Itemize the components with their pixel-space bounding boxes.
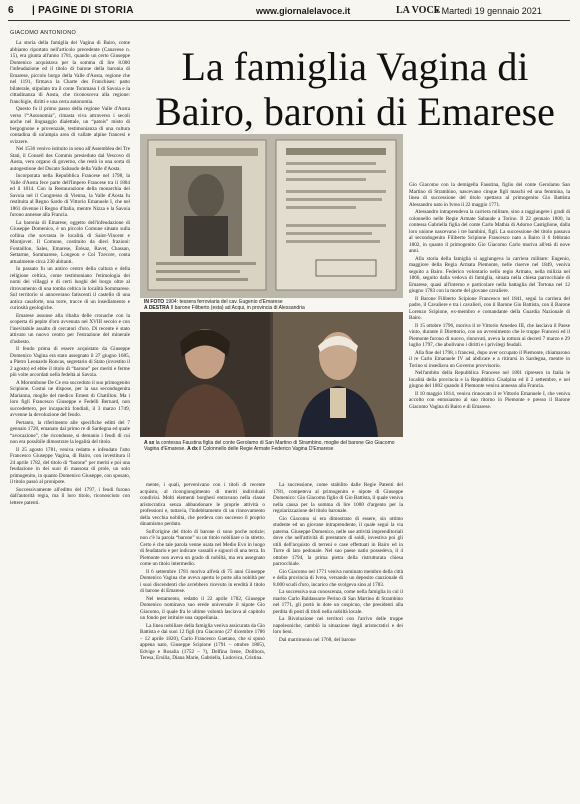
portraits-caption [144,440,403,452]
portraits-image [140,312,403,437]
paragraph: La successiva sua conoscenza, come nella famiglia in cui il marito Carlo Baldassarre Perino di San Martino di Strambino nel 1771, gli portò in dote un cospicuo, che presidenti alla perdita di posti di titoli nella nobiltà locale. [273,589,403,615]
paragraph: Il feudo prima di essere acquistato da Giuseppe Domenico Vagina era stato assegnato il 27 giugno 1685, a Pietro Leonardo Roncas, segretario di Stato (investito il 2 agosto) ed ebbe il titolo di “barone” per meriti e ferme più volte accordati nella fedeltà ai Savoia. [10,346,130,378]
paragraph: Emarese assunse alla ribalta delle cronache con la scoperta di pepite d'oro avvenuta nel XVIII secolo e con l'inevitabile assalto di cercatori d'oro. Di recente è stato attivato un nuovo centro per l'estrazione del minerale d'asbesto. [10,312,130,345]
paragraph: Alessandro intraprendeva la carriera militare, sino a raggiungere i gradi di colonnello nelle Regie Armate Sabaude a Torino. Il 22 gennaio 1800, la contessa Gabriella figlia del conte Carlo Mathia di Adorno Castiglione, dalla loro unione nascevano i tre bambini, figli. La successione del titolo passava al secondogenito Filiberto Scipione Francesco nato a Bairo il 6 febbraio 1802, in quanto il primogenito Gio Giacomo Carlo moriva all'età di nove anni. [409,209,570,254]
caption-label: A sx [144,440,155,446]
railway-pass-image [140,134,403,298]
portraits-photo [140,312,403,437]
caption-text: Il barone Filiberto (esta) ad Acqui, in provincia di Alessandria [170,305,305,311]
paragraph: Questo fu il primo passo della regione Valle d'Aosta verso l'“Autonomia”, rimasta viva attraverso i secoli anche nel linguaggio dialettale, un “patois” misto di bergognone e provenzale, testimonianza di una cultura contadina di un'ampia area di vallate alpine francesi e svizzere. [10,106,130,145]
paragraph: Nell'ambito della Repubblica Francese nel 1801 ripresero in Italia le località della provincia e la Repubblica Cisalpina ed il 2 settembre, e nel giugno del 1802 quando il Piemonte veniva annesso alla Francia. [409,370,570,389]
website-link[interactable]: www.giornalelavoce.it [256,6,351,16]
paragraph: Gio Giacomo nel 1771 veniva nominato membro della città e della provincia di Ivrea, versando un deposito cauzionale di 8.000 scudi d'oro, incarico che svolgeva sino al 1783. [273,568,403,588]
caption-label: A dx [187,446,198,452]
paragraph: mente, i quali, pervenivano con i titoli di recente acquisto, al ricongiungimento di meriti individuali condivisi. Molti elementi borghesi entravano nella classe aristocratica senza abbandonare le proprie attività o professioni e, tuttavia, l'indebitamento di un rinnovamento della vecchia nobiltà, che perdeva con successo il proprio dinamismo perduto. [140,482,265,527]
paragraph: La linea nobiliare della famiglia veniva assicurata da Gio Battista e dai suoi 12 figli (tra Giacomo (27 dicembre 1786 – 12 aprile 1820), Carlo Francesco Gaetano, che si sposò appena nato, Giuseppe Scipione (1791 – ottobre 1805), Edvige e Rosalia (1752 – ?), Delfina Irene, Dolibora, Teresa, Ersilia, Diana Marie, Gabriella, Ludovica, Cristina. [140,622,265,661]
page-number: 6 [8,5,14,16]
article-title: La famiglia Vagina di Bairo, baroni di Emarese [155,44,555,134]
paragraph: Gio Giacomo si era dimostrato di essere, sin ottimo studente ed un giovane intraprendente, il quale seguì la via paterna. Giuseppe Domenico, nelle sue attività imprenditoriali dove che nell'attività di prestatore di soldi, investiva poi gli utili dell'acquisto di terreni e case effettuati in Bairo ed in Torre di lato pedonale. Nel suo paese natìo possedeva, il 4 ottobre 1794, la prima pietra della ristrutturata chiesa parrocchiale. [273,515,403,567]
paragraph: In passato fu un antico centro della cultura e della religione celtica, come testimoniano l'etimologia dei nomi dei villaggi e di certi luoghi del borgo oltre al ritrovamento di una tomba celtica in località Sommarese. Sul territorio si annoverano fatiscenti il castello di una antica casaforte, una torre, tracce di un insediamento e curiosità geologiche. [10,266,130,311]
paragraph: Il Barone Filiberto Scipione Francesco nel 1841, seguì la carriera del padre, il Cavaliere e tra i cavalieri, con il Barone Gio Battista, con il Barone Lorenzo Scipione, ex-membro e comandante della Guardia Nazionale di Bairo. [409,295,570,321]
paragraph: La storia della famiglia dei Vagina di Bairo, come abbiamo riportato nell'articolo precedente (Canavese n. 15), era giunta all'anno 1781, quando un certo Giuseppe Domenico acquistava per la somma di lire 8.000 l'infeudazione ed il titolo di barone della baronia di Emarese, piccolo borgo della Valle d'Aosta, regione che nel 1191, firmava la Charte des Franchises: patto bilaterale, stipulato tra il conte Tommaso I di Savoia e la cittadinanza di Aosta, che riconosceva alla regione: franchigie, diritti e una certa autonomia. [10,40,130,105]
caption-label: A DESTRA [144,305,170,311]
paragraph: Il 15 ottobre 1796, moriva il re Vittorio Amedeo III, che lasciava il Paese vinto, durante il Direttorio, con un avvenimento che le truppe Francesi ed il Piemonte furono di nuovo, rinnovati, aveva la rottura ai decreti 7 marzo e 29 luglio 1797, che abolivano i diritti e i privilegi feudali. [409,322,570,348]
paragraph: Dal matrimonio nel 1768, del barone [279,636,356,643]
section-rubric: | PAGINE DI STORIA [32,5,134,16]
railway-pass-photo [140,134,403,298]
newspaper-logo: LA VOCE [396,5,441,16]
article-column-1 [10,40,130,800]
article-author: GIACOMO ANTONIONO [10,30,77,36]
paragraph: Nel testamento, redatto il 22 aprile 1782, Giuseppe Domenico nominava suo erede universale il nipote Gio Giacomo, il quale fra le ultime volontà lasciava al capitolo un fondo per istituire una cappellania. [140,595,265,621]
paragraph: Pertanto, la riferimento alle specifiche editti del 7 gennaio 1720, emanato dal primo re di Sardegna ed quale “avocazione”, che ricondusse, si demanio i feudi di cui non era possibile dimostrare la legalità del titolo. [10,419,130,445]
paragraph: Il 25 agosto 1781, veniva redatto e infeudato l'atto Francesco Giuseppe Vagina, di Bairo, con investitura il 24 aprile 1782, del titolo di “barone” per meriti e poi una feudazione in dei suoi di massosa di prole, un solo primogenito, in quanto Domenico Giuseppe, con sposato, il titolo passò al pronipote. [10,446,130,485]
article-column-2 [140,482,265,800]
paragraph: Incorporata nella Repubblica Francese nel 1798, la Valle d'Aosta fece parte dell'Impero Francese tra il 1804 ed il 1814. Con la Restaurazione della monarchia dei Savoia nel il Congresso di Vienna, la Valle d'Aosta fu restituita al Regno Sardo di Vittorio Emanuele I, che nel 1861 divenne il Regno d'Italia, mentre Nizza e la Savoia furono annesse alla Francia. [10,173,130,218]
paragraph: Successivamente all'editto del 1797, i feudi furono dall'autorità regia, ma il loro titolo, riconosciuto con lettere patenti. [10,486,130,506]
photo-caption [144,299,403,311]
caption-label: IN FOTO [144,299,165,305]
paragraph: La baronia di Emarese, oggetto dell'infeudazione di Giuseppe Domenico, è un piccolo Comune situato sulla collina che sovrasta le località di Saint-Vincent e Montjovet. Il Comune, costituito da dieci frazioni: Fontaillon, Sales, Emarese, Érésaz, Ravet, Chassan, Settarme, Sommarese, Longeon e Col Tzecore, conta attualmente circa 230 abitanti. [10,219,130,265]
paragraph: Nel 1536 venivo istituito in seno all'Assemblea dei Tre Stati, il Conseil des Commis presieduto dal Vescovo di Aosta, vero organo di governo, che restò in una sorta di autogestione del Ducato Sabaudo della Valle d'Aosta. [10,146,130,172]
issue-date: • Martedì 19 gennaio 2021 [436,6,542,16]
paragraph: Alla fine del 1798, i francesi, dopo aver occupato il Piemonte, chiamarono il re Carlo Emanuele IV ad abdicare e a ritirarsi in Sardegna, mentre in Torino si insediava un Governo provvisorio. [409,349,570,369]
caption-text: la contessa Faustina figlia del conte Gerolamo di San Martino di Strambino, moglie del barone Gio Giacomo Vagina d'Emarese. [144,440,395,452]
paragraph: Alla storia della famiglia si aggiungeva la carriera militare: Eugenio, maggiore della Regia Armata Piemonte, nelle riserve nel 1849, veniva seguito a Bairo. Federico volontario nello regio Armato, nella milizia nel 1866, seguito dalla vedova di famiglia, situata nella chiesa parrocchiale di Emarese, quasi all'interno e particolare nella battaglia del Tortona nel 12 giugno 1783 con la morte del giovane cavaliere. [409,255,570,294]
paragraph: Il 6 settembre 1781 moriva all'età di 75 anni Giuseppe Domenico Vagina che aveva aperto le porte alla nobiltà per i suoi discendenti che avrebbero ricevuto in eredità il titolo di barone di Emarese. [140,568,265,594]
caption-text: il Colonnello delle Regie Armate Federico Vagina D'Emarese [199,446,334,452]
paragraph: Gio Giacomo con la demigella Faustina, figlio del conte Gerolamo San Martino di Strambino, nascevano cinque figli maschi ed una femmina, la linea di successione del titolo spettava al primogenito Gio Battista Alessandro nato in Ivrea il 22 maggio 1771. [409,182,570,208]
article-column-3 [273,482,403,800]
paragraph: Il 10 maggio 1814, veniva rinnovato il re Vittorio Emanuele I, che veniva accolto con entusiasmo al suo ritorno in Piemonte e presso il Barone Giacomo Vagina di Bairo e di Emarese. [409,390,570,410]
article-column-4 [409,182,570,800]
paragraph: A Morombone De Ce era succeduto il suo primogenito Scipione. Costui ne dispose, per la sua secondogenita Marianna, moglie del medico Ernest di Chatillon. Ma i loro figli Francesco Giuseppe e Fedelli Bernard, non succedettero, per incapacità fondiali, il 3 marzo 1749, avvenne la devoluzione del feudo. [10,379,130,418]
paragraph: Sull'origine del titolo di barone ci sono poche notizie; non c'è la parola “barone” su un titolo nobiliare o in stretto. Certo è che tale parola venne usata nel Medio Evo in luogo di feudatario e per indicare vassalli e signori di una terra. In Piemonte non aveva un grado di nobiltà, ma era assegnato come un titolo intermedio. [140,528,265,567]
paragraph: La Rivoluzione nei territori con l'arrivo delle truppe napoleoniche, cambiò la situazione degli aristocratici e dei loro beni. [273,616,403,635]
caption-text: 1904: tessera ferroviaria del cav. Eugenio d'Emarese [165,299,283,305]
header-divider [8,20,570,21]
paragraph: La successione, come stabilito dalle Regie Patenti del 1781, competeva al primogenito e nipote di Giuseppe Domenico: Gio Giacomo figlio di Gio Battista, il quale veniva nella causa per la somma di lire 1000 d'argento per la regolarizzazione del titolo baronale. [273,482,403,514]
